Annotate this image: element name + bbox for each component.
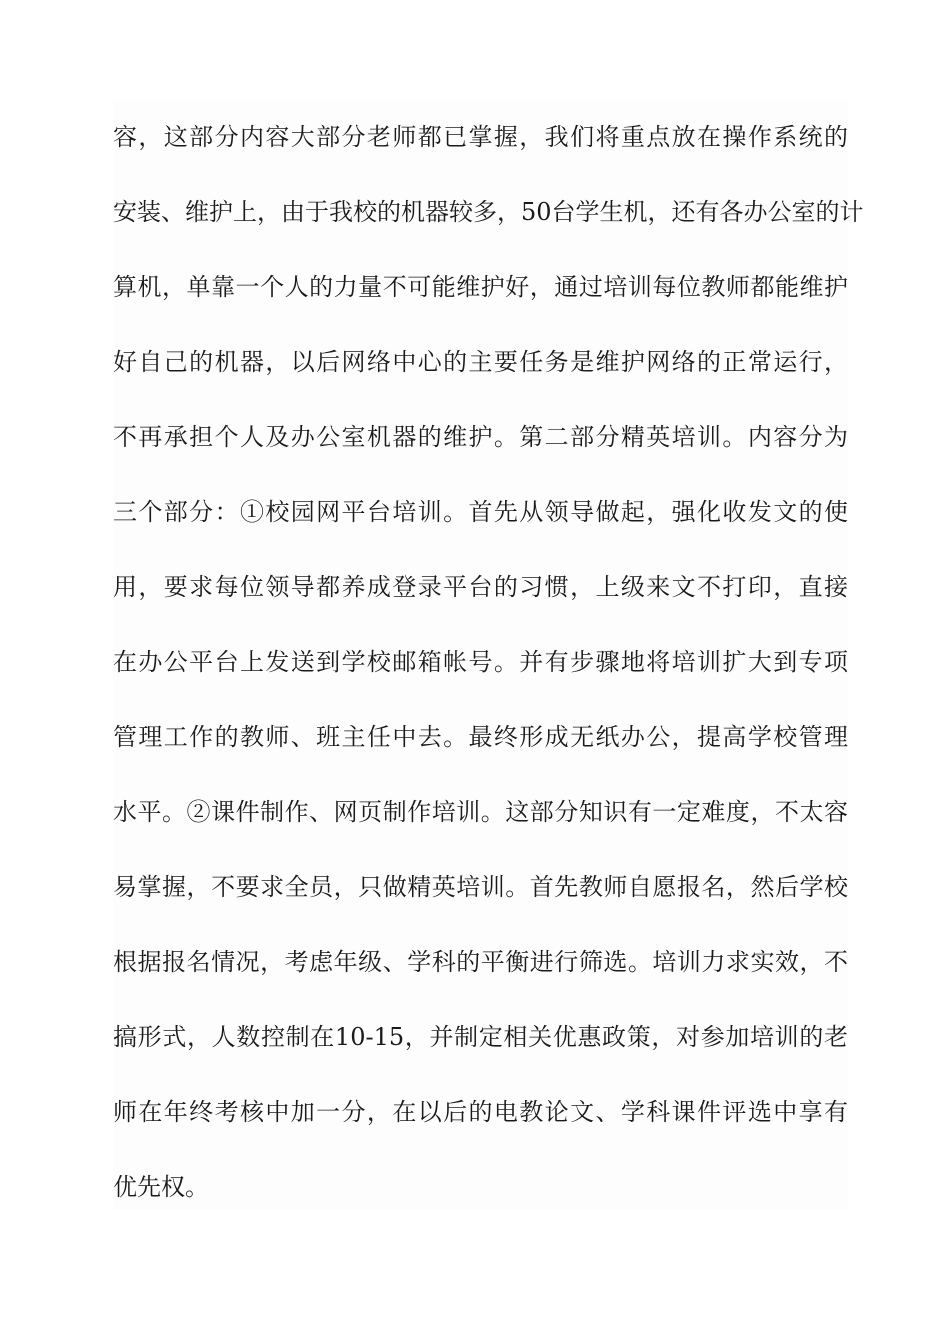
paragraph-line: 师在年终考核中加一分，在以后的电教论文、学科课件评选中享有	[113, 1098, 848, 1126]
paragraph-line: 算机，单靠一个人的力量不可能维护好，通过培训每位教师都能维护	[113, 273, 848, 301]
paragraph-line: 根据报名情况，考虑年级、学科的平衡进行筛选。培训力求实效，不	[113, 948, 848, 976]
paragraph-line: 用，要求每位领导都养成登录平台的习惯，上级来文不打印，直接	[113, 573, 848, 601]
paragraph-line: 管理工作的教师、班主任中去。最终形成无纸办公，提高学校管理	[113, 723, 848, 751]
paragraph-line: 三个部分：①校园网平台培训。首先从领导做起，强化收发文的使	[113, 498, 848, 526]
paragraph-line: 易掌握，不要求全员，只做精英培训。首先教师自愿报名，然后学校	[113, 873, 848, 901]
paragraph-line: 不再承担个人及办公室机器的维护。第二部分精英培训。内容分为	[113, 423, 848, 451]
paragraph-line: 好自己的机器，以后网络中心的主要任务是维护网络的正常运行，	[113, 348, 848, 376]
paragraph-line: 搞形式，人数控制在10-15，并制定相关优惠政策，对参加培训的老	[113, 1023, 848, 1051]
paragraph-line-last: 优先权。	[113, 1173, 209, 1201]
paragraph-line: 安装、维护上，由于我校的机器较多，50台学生机，还有各办公室的计	[113, 198, 864, 226]
paragraph-line: 水平。②课件制作、网页制作培训。这部分知识有一定难度，不太容	[113, 798, 848, 826]
paragraph-line: 容，这部分内容大部分老师都已掌握，我们将重点放在操作系统的	[113, 123, 848, 151]
paragraph-line: 在办公平台上发送到学校邮箱帐号。并有步骤地将培训扩大到专项	[113, 648, 848, 676]
